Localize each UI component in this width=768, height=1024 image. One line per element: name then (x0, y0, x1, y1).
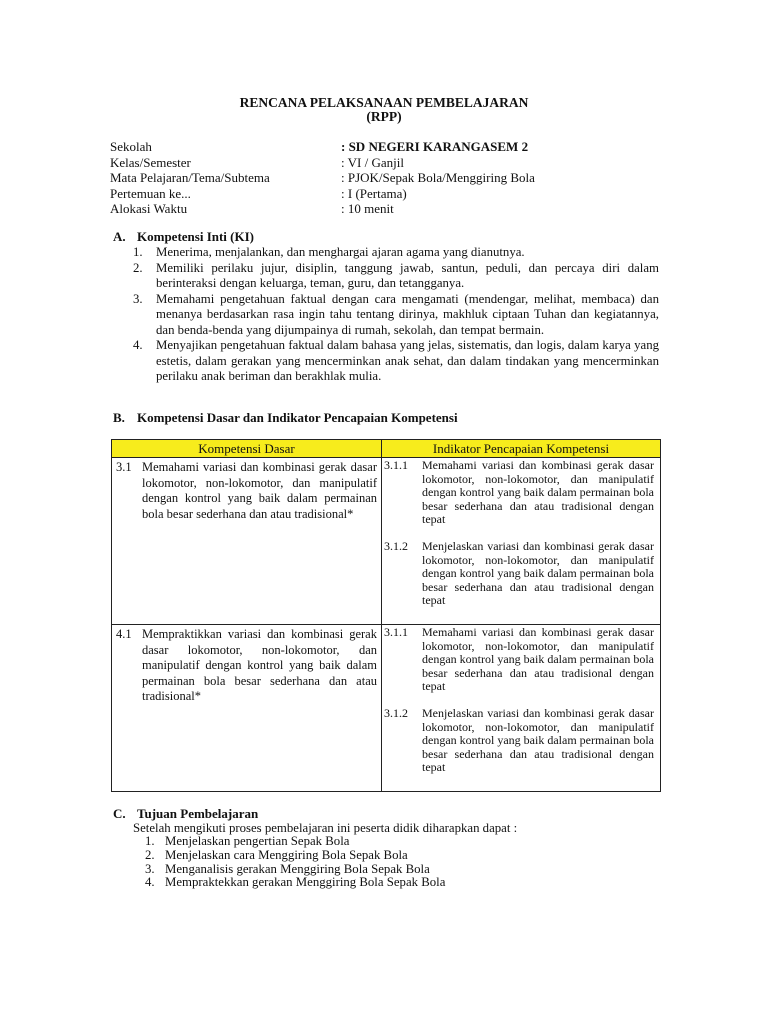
table-header-row (112, 440, 661, 458)
indicator-cell (382, 458, 661, 625)
section-b-heading (113, 410, 458, 426)
indicator-item (384, 540, 654, 608)
ki-list (133, 245, 659, 385)
info-value: : 10 menit (341, 201, 394, 216)
section-c-heading (113, 806, 258, 822)
indicator-text: Memahami variasi dan kombinasi gerak dasar lokomotor, non-lokomotor, dan manipulatif dengan kontrol yang baik dalam permainan bola besar sederhana dan atau tradisional dengan tepat (422, 458, 654, 527)
kd-code: 4.1 (116, 627, 132, 641)
document-subtitle: (RPP) (366, 109, 402, 124)
item-text: Menerima, menjalankan, dan menghargai ajaran agama yang dianutnya. (156, 245, 525, 259)
item-number: 3. (133, 291, 143, 306)
section-letter: B. (113, 410, 125, 425)
info-label: Pertemuan ke... (110, 185, 191, 201)
indicator-code: 3.1.2 (384, 705, 408, 720)
indicator-item (384, 459, 654, 527)
list-item (133, 245, 659, 261)
header-indikator: Indikator Pencapaian Kompetensi (382, 440, 661, 458)
indicator-code: 3.1.2 (384, 538, 408, 553)
header-kompetensi-dasar: Kompetensi Dasar (112, 440, 382, 458)
item-text: Memiliki perilaku jujur, disiplin, tanggung jawab, santun, peduli, dan percaya diri dalam berinteraksi dengan keluarga, teman, guru, dan tetangganya. (156, 260, 659, 290)
kd-text: Mempraktikkan variasi dan kombinasi gerak dasar lokomotor, non-lokomotor, dan manipulatif dengan kontrol yang baik dalam permainan bola besar sederhana dan atau tradisional* (142, 627, 377, 703)
info-label: Mata Pelajaran/Tema/Subtema (110, 170, 270, 185)
kd-table (111, 439, 661, 792)
objectives-intro: Setelah mengikuti proses pembelajaran ini peserta didik diharapkan dapat : (133, 821, 518, 835)
section-title: Kompetensi Dasar dan Indikator Pencapaian Kompetensi (137, 410, 458, 425)
indicator-text: Menjelaskan variasi dan kombinasi gerak dasar lokomotor, non-lokomotor, dan manipulatif dengan kontrol yang baik dalam permainan bola besar sederhana dan atau tradisional dengan tepat (422, 538, 654, 608)
item-text: Menyajikan pengetahuan faktual dalam bahasa yang jelas, sistematis, dan logis, dalam karya yang estetis, dalam gerakan yang mencerminkan anak sehat, dan dalam tindakan yang mencerminkan perilaku anak beriman dan berakhlak mulia. (156, 338, 659, 383)
item-text: Menjelaskan pengertian Sepak Bola (165, 834, 350, 848)
item-number: 1. (133, 245, 143, 259)
section-letter: A. (113, 229, 126, 244)
table-row (112, 458, 661, 625)
item-text: Menjelaskan cara Menggiring Bola Sepak Bola (165, 847, 408, 862)
list-item (145, 863, 445, 877)
document-title: RENCANA PELAKSANAAN PEMBELAJARAN (239, 95, 529, 110)
info-value: : PJOK/Sepak Bola/Menggiring Bola (341, 170, 535, 185)
item-number: 1. (145, 834, 155, 848)
list-item (145, 835, 445, 849)
table-row (112, 625, 661, 792)
kd-cell (112, 458, 382, 625)
list-item (133, 292, 659, 339)
section-title: Tujuan Pembelajaran (137, 806, 259, 821)
indicator-cell (382, 625, 661, 792)
item-text: Mempraktekkan gerakan Menggiring Bola Sepak Bola (165, 875, 446, 890)
list-item (145, 849, 445, 863)
kd-cell (112, 625, 382, 792)
section-letter: C. (113, 806, 126, 821)
indicator-text: Menjelaskan variasi dan kombinasi gerak dasar lokomotor, non-lokomotor, dan manipulatif dengan kontrol yang baik dalam permainan bola besar sederhana dan atau tradisional dengan tepat (422, 705, 654, 775)
indicator-text: Memahami variasi dan kombinasi gerak dasar lokomotor, non-lokomotor, dan manipulatif dengan kontrol yang baik dalam permainan bola besar sederhana dan atau tradisional dengan tepat (422, 625, 654, 694)
item-number: 2. (145, 847, 155, 862)
list-item (133, 338, 659, 385)
list-item (145, 876, 445, 890)
item-number: 2. (133, 260, 143, 275)
list-item (133, 261, 659, 292)
info-value: : I (Pertama) (341, 185, 407, 201)
objectives-list (145, 835, 445, 890)
item-number: 4. (133, 338, 143, 352)
info-label: Sekolah (110, 139, 152, 154)
item-number: 3. (145, 861, 155, 876)
info-value: : VI / Ganjil (341, 154, 404, 170)
indicator-code: 3.1.1 (384, 625, 408, 639)
item-text: Menganalisis gerakan Menggiring Bola Sepak Bola (165, 861, 430, 876)
section-a-heading (113, 229, 254, 245)
kd-text: Memahami variasi dan kombinasi gerak dasar lokomotor, non-lokomotor, dan manipulatif dengan kontrol yang baik dalam permainan bola besar sederhana dan atau tradisional* (142, 460, 377, 521)
item-number: 4. (145, 875, 155, 890)
kd-code: 3.1 (116, 460, 132, 474)
indicator-code: 3.1.1 (384, 458, 408, 472)
section-title: Kompetensi Inti (KI) (137, 229, 254, 244)
info-label: Alokasi Waktu (110, 201, 188, 216)
item-text: Memahami pengetahuan faktual dengan cara mengamati (mendengar, melihat, membaca) dan menanya berdasarkan rasa ingin tahu tentang dirinya, makhluk ciptaan Tuhan dan kegiatannya, dan benda-benda yang dijumpainya di rumah, sekolah, dan tempat bermain. (156, 291, 659, 337)
info-label: Kelas/Semester (110, 154, 191, 170)
indicator-item (384, 626, 654, 694)
indicator-item (384, 707, 654, 775)
info-value: : SD NEGERI KARANGASEM 2 (341, 139, 529, 154)
